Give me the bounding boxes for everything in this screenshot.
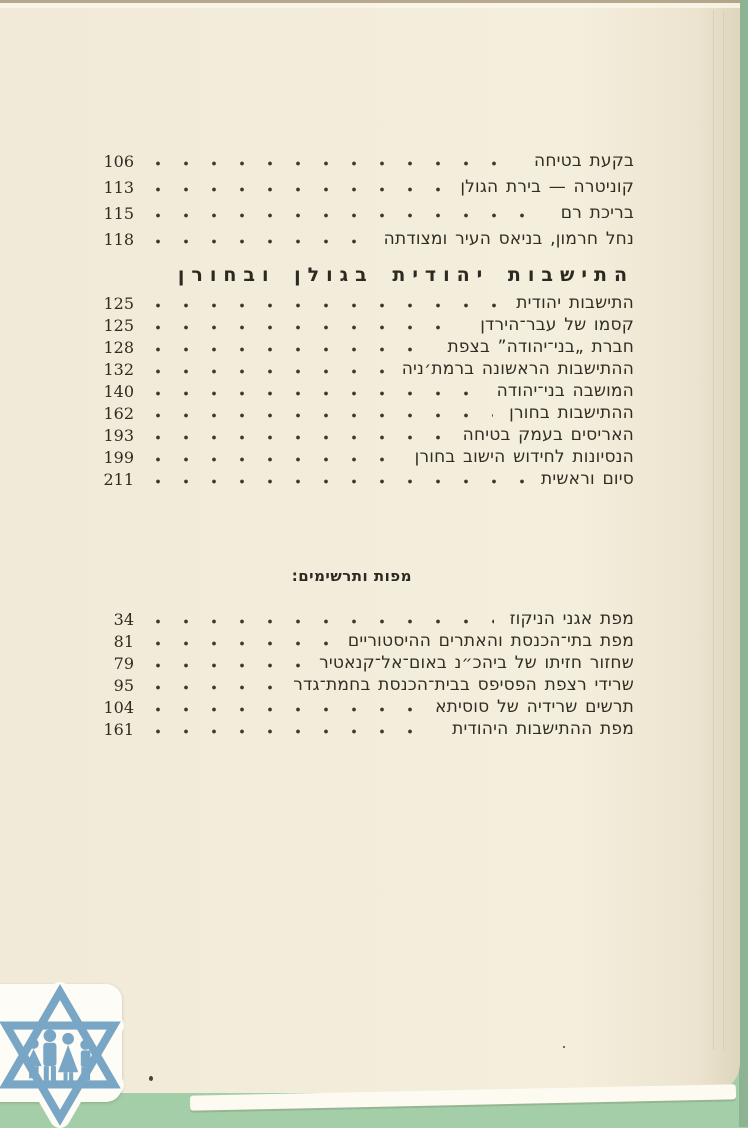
toc-entry <box>86 314 634 336</box>
toc-entry-title: שחזור חזיתו של ביהכ״נ באום־אל־קנאטיר <box>319 653 634 673</box>
toc-entry <box>86 424 634 446</box>
toc-entry-page-number: 81 <box>113 631 134 651</box>
toc-entry-title: קסמו של עבר־הירדן <box>480 315 634 335</box>
toc-entry <box>86 446 634 468</box>
toc-entry-title: הנסיונות לחידוש הישוב בחורן <box>414 447 634 467</box>
section-heading: התישבות יהודית בגולן ובחורן <box>177 264 634 286</box>
dot-leader <box>152 369 386 375</box>
toc-entry-title: חברת „בני־יהודה” בצפת <box>447 337 634 357</box>
toc-section <box>86 608 634 740</box>
toc-entry-page-number: 132 <box>103 359 134 379</box>
toc-entry <box>86 292 634 314</box>
toc-entry <box>86 148 634 174</box>
toc-entry-title: תרשים שרידיה של סוסיתא <box>435 697 634 717</box>
toc-entry <box>86 608 634 630</box>
dot-leader <box>152 435 447 441</box>
dot-leader <box>152 161 518 167</box>
dot-leader <box>152 325 464 331</box>
toc-entry-title: שרידי רצפת הפסיפס בבית־הכנסת בחמת־גדר <box>293 675 634 695</box>
ink-speck <box>563 1046 565 1048</box>
toc-entry <box>86 336 634 358</box>
toc-entry-title: מפת אגני הניקוז <box>509 609 634 629</box>
page-stack-line <box>713 10 714 1050</box>
toc-entry <box>86 652 634 674</box>
dot-leader <box>152 729 436 735</box>
toc-entry <box>86 468 634 490</box>
dot-leader <box>152 457 399 463</box>
dot-leader <box>152 347 431 353</box>
toc-entry-page-number: 193 <box>103 425 134 445</box>
toc-entry <box>86 174 634 200</box>
toc-entry-page-number: 34 <box>113 609 134 629</box>
toc-entry-title: בקעת בטיחה <box>534 151 634 171</box>
dot-leader <box>152 303 500 309</box>
toc-entry-title: ההתישבות הראשונה ברמת׳ניה <box>401 359 634 379</box>
book-cover-right-edge <box>739 0 748 1127</box>
maps-section-heading: מפות ותרשימים: <box>291 567 412 585</box>
star-of-david-family-icon <box>0 986 124 1128</box>
toc-entry-title: בריכת רם <box>560 203 634 223</box>
toc-entry-page-number: 162 <box>103 403 134 423</box>
toc-section <box>86 292 634 490</box>
toc-entry <box>86 358 634 380</box>
toc-entry <box>86 718 634 740</box>
toc-entry-page-number: 115 <box>103 203 134 223</box>
toc-section <box>86 148 634 252</box>
toc-entry-page-number: 161 <box>103 719 134 739</box>
dot-leader <box>152 213 545 219</box>
toc-entry-page-number: 106 <box>103 151 134 171</box>
toc-entry-page-number: 104 <box>103 697 134 717</box>
toc-entry-title: מפת ההתישבות היהודית <box>452 719 634 739</box>
dot-leader <box>152 239 368 245</box>
toc-entry-page-number: 125 <box>103 293 134 313</box>
toc-entry <box>86 674 634 696</box>
toc-entry <box>86 226 634 252</box>
toc-entry-title: ההתישבות בחורן <box>509 403 634 423</box>
toc-entry-page-number: 128 <box>103 337 134 357</box>
page-stack-line <box>723 10 724 1050</box>
toc-entry <box>86 380 634 402</box>
dot-leader <box>152 479 525 485</box>
toc-entry-page-number: 95 <box>113 675 134 695</box>
toc-entry-title: סיום וראשית <box>541 469 634 489</box>
toc-entry-title: התישבות יהודית <box>516 293 634 313</box>
toc-entry <box>86 402 634 424</box>
dot-leader <box>152 641 332 647</box>
dot-leader <box>152 685 277 691</box>
dot-leader <box>152 663 303 669</box>
dot-leader <box>152 707 419 713</box>
dot-leader <box>152 413 493 419</box>
toc-entry-page-number: 79 <box>113 653 134 673</box>
dot-leader <box>152 391 481 397</box>
toc-entry-page-number: 211 <box>103 469 134 489</box>
toc-entry-page-number: 140 <box>103 381 134 401</box>
toc-entry-page-number: 113 <box>103 177 134 197</box>
toc-entry-page-number: 118 <box>103 229 134 249</box>
toc-entry <box>86 696 634 718</box>
toc-entry-title: האריסים בעמק בטיחה <box>462 425 634 445</box>
toc-entry <box>86 200 634 226</box>
toc-entry-page-number: 199 <box>103 447 134 467</box>
dot-leader <box>152 619 494 625</box>
dot-leader <box>152 187 444 193</box>
ink-speck <box>149 1076 153 1081</box>
toc-entry-title: קוניטרה — בירת הגולן <box>460 177 634 197</box>
table-of-contents <box>86 148 634 740</box>
toc-entry-title: נחל חרמון, בניאס העיר ומצודתה <box>383 229 634 249</box>
toc-entry-title: המושבה בני־יהודה <box>496 381 634 401</box>
toc-entry-page-number: 125 <box>103 315 134 335</box>
toc-entry <box>86 630 634 652</box>
toc-entry-title: מפת בתי־הכנסת והאתרים ההיסטוריים <box>347 631 634 651</box>
